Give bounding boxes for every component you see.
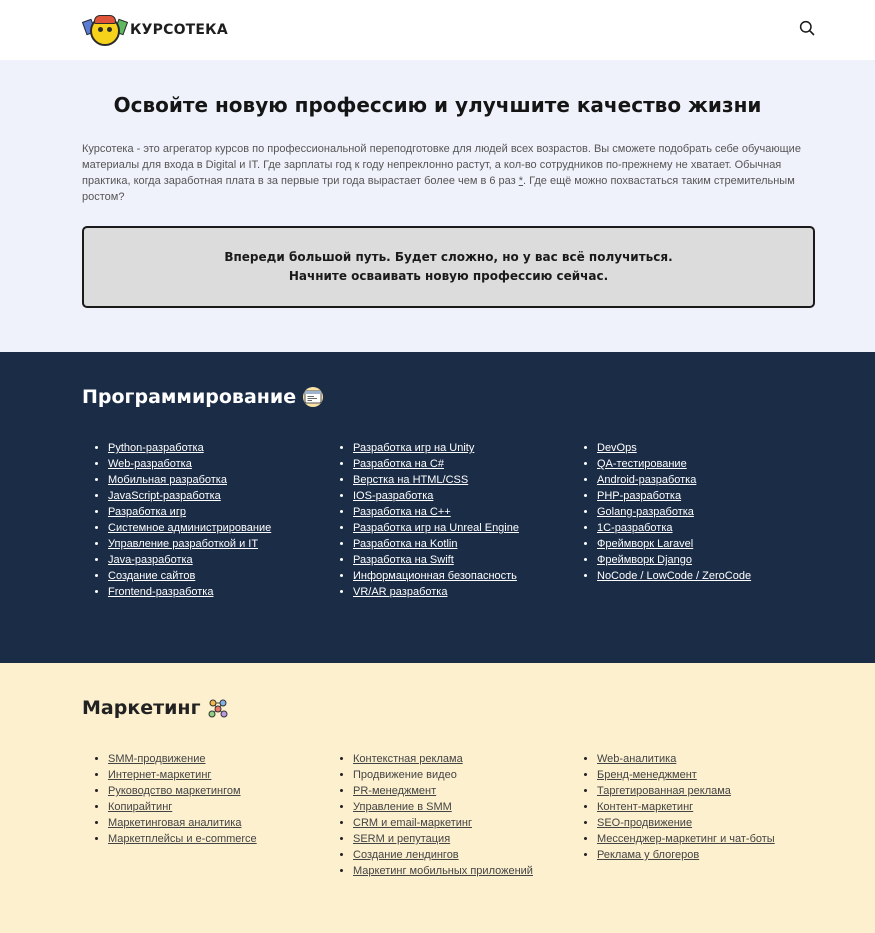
course-link[interactable]: Фреймворк Django <box>597 554 692 566</box>
course-link[interactable]: Контекстная реклама <box>353 753 463 765</box>
list-item <box>108 520 271 536</box>
list-item <box>353 568 519 584</box>
list-item <box>353 783 533 799</box>
programming-section <box>0 352 875 663</box>
course-link[interactable]: Разработка игр на Unreal Engine <box>353 522 519 534</box>
list-item <box>108 472 271 488</box>
list-item <box>353 799 533 815</box>
list-item <box>353 815 533 831</box>
list-item <box>597 783 775 799</box>
site-header <box>0 0 875 60</box>
list-item <box>108 552 271 568</box>
course-link[interactable]: Маркетинг мобильных приложений <box>353 865 533 877</box>
list-item <box>597 488 751 504</box>
list-item <box>108 568 271 584</box>
code-window-icon <box>302 386 324 408</box>
callout-line-1: Впереди большой путь. Будет сложно, но у вас всё получиться. <box>224 250 673 264</box>
list-item <box>353 863 533 879</box>
hero-section <box>0 60 875 352</box>
marketing-col-3 <box>571 751 775 863</box>
marketing-title: Маркетинг <box>82 697 201 719</box>
course-link[interactable]: Создание сайтов <box>108 570 196 582</box>
list-item <box>353 440 519 456</box>
course-link[interactable]: NoCode / LowCode / ZeroCode <box>597 570 752 582</box>
list-item <box>108 456 271 472</box>
search-icon[interactable] <box>799 20 815 36</box>
list-item <box>597 552 751 568</box>
course-link[interactable]: Мобильная разработка <box>108 474 227 486</box>
hero-text-after: . Где ещё можно похвастаться таким стремительным ростом? <box>82 175 795 203</box>
logo-mascot-icon <box>82 12 126 48</box>
course-link[interactable]: Руководство маркетингом <box>108 785 241 797</box>
programming-col-2 <box>327 440 519 600</box>
course-link[interactable]: PR-менеджмент <box>353 785 437 797</box>
course-link[interactable]: JavaScript-разработка <box>108 490 221 502</box>
course-link[interactable]: Golang-разработка <box>597 506 694 518</box>
list-item <box>353 472 519 488</box>
list-item <box>597 751 775 767</box>
callout-line-2: Начните осваивать новую профессию сейчас. <box>288 269 609 283</box>
list-item <box>353 584 519 600</box>
course-link[interactable]: Разработка на C++ <box>353 506 451 518</box>
course-link[interactable]: Мессенджер-маркетинг и чат-боты <box>597 833 775 845</box>
list-item <box>108 767 257 783</box>
list-item <box>353 831 533 847</box>
course-link[interactable]: Маркетинговая аналитика <box>108 817 242 829</box>
marketing-network-icon <box>207 697 229 719</box>
course-link[interactable]: Копирайтинг <box>108 801 173 813</box>
course-link[interactable]: Разработка игр <box>108 506 186 518</box>
programming-col-1 <box>82 440 271 600</box>
list-item <box>108 799 257 815</box>
course-link[interactable]: SERM и репутация <box>353 833 451 845</box>
course-link[interactable]: Интернет-маркетинг <box>108 769 212 781</box>
list-item <box>597 536 751 552</box>
logo-link[interactable] <box>82 10 228 50</box>
course-link[interactable]: Разработка на Swift <box>353 554 454 566</box>
programming-title: Программирование <box>82 386 297 408</box>
course-link[interactable]: Маркетплейсы и e-commerce <box>108 833 257 845</box>
list-item <box>597 520 751 536</box>
list-item <box>108 783 257 799</box>
marketing-section <box>0 663 875 933</box>
course-link[interactable]: Верстка на HTML/CSS <box>353 474 469 486</box>
course-link[interactable]: Создание лендингов <box>353 849 459 861</box>
list-item <box>597 456 751 472</box>
course-link[interactable]: Таргетированная реклама <box>597 785 731 797</box>
logo-text: КУРСОТЕКА <box>130 22 228 38</box>
hero-description <box>82 141 817 205</box>
list-item <box>108 815 257 831</box>
list-item <box>597 568 751 584</box>
course-link[interactable]: Web-разработка <box>108 458 192 470</box>
course-link[interactable]: Разработка на Kotlin <box>353 538 458 550</box>
list-item-text: Продвижение видео <box>353 769 457 781</box>
course-link[interactable]: Информационная безопасность <box>353 570 517 582</box>
list-item <box>597 831 775 847</box>
course-link[interactable]: IOS-разработка <box>353 490 434 502</box>
course-link[interactable]: Реклама у блогеров <box>597 849 700 861</box>
list-item <box>353 456 519 472</box>
list-item <box>353 751 533 767</box>
course-link[interactable]: 1С-разработка <box>597 522 673 534</box>
list-item <box>597 815 775 831</box>
course-link[interactable]: PHP-разработка <box>597 490 682 502</box>
course-link[interactable]: Системное администрирование <box>108 522 272 534</box>
course-link[interactable]: Контент-маркетинг <box>597 801 694 813</box>
list-item <box>353 552 519 568</box>
course-link[interactable]: Управление в SMM <box>353 801 452 813</box>
list-item <box>597 504 751 520</box>
course-link[interactable]: Разработка игр на Unity <box>353 442 475 454</box>
list-item <box>108 440 271 456</box>
marketing-col-2 <box>327 751 533 879</box>
hero-text-before: Курсотека - это агрегатор курсов по профессиональной переподготовке для людей всех возрастов. Вы сможете подобрать себе обучающие материалы для входа в Digital и IT. Где зарплаты год к году непреклонно растут, а кол-во сотрудников по-прежнему не хватает. Обычная практика, когда заработная плата в за первые три года вырастает более чем в 6 раз <box>82 143 801 187</box>
list-item <box>353 488 519 504</box>
list-item <box>353 504 519 520</box>
callout-box <box>82 226 815 308</box>
course-link[interactable]: SMM-продвижение <box>108 753 206 765</box>
list-item <box>108 488 271 504</box>
list-item <box>108 536 271 552</box>
list-item <box>353 536 519 552</box>
list-item <box>353 847 533 863</box>
course-link[interactable]: Python-разработка <box>108 442 204 454</box>
course-link[interactable]: VR/AR разработка <box>353 586 448 598</box>
list-item <box>108 831 257 847</box>
marketing-col-1 <box>82 751 257 847</box>
marketing-heading <box>82 697 229 719</box>
list-item <box>597 767 775 783</box>
programming-col-3 <box>571 440 751 584</box>
course-link[interactable]: Web-аналитика <box>597 753 677 765</box>
list-item <box>597 472 751 488</box>
list-item <box>597 799 775 815</box>
course-link[interactable]: CRM и email-маркетинг <box>353 817 473 829</box>
list-item <box>597 440 751 456</box>
hero-title: Освойте новую профессию и улучшите качество жизни <box>113 93 762 117</box>
course-link[interactable]: Java-разработка <box>108 554 193 566</box>
course-link[interactable]: QA-тестирование <box>597 458 687 470</box>
course-link[interactable]: Разработка на C# <box>353 458 444 470</box>
course-link[interactable]: SEO-продвижение <box>597 817 693 829</box>
list-item <box>108 584 271 600</box>
course-link[interactable]: Бренд-менеджмент <box>597 769 697 781</box>
course-link[interactable]: Фреймворк Laravel <box>597 538 694 550</box>
list-item <box>108 751 257 767</box>
course-link[interactable]: Управление разработкой и IT <box>108 538 259 550</box>
list-item <box>108 504 271 520</box>
course-link[interactable]: Frontend-разработка <box>108 586 214 598</box>
course-link[interactable]: Android-разработка <box>597 474 697 486</box>
list-item <box>353 520 519 536</box>
footnote-link[interactable]: * <box>518 175 524 187</box>
course-link[interactable]: DevOps <box>597 442 637 454</box>
list-item <box>597 847 775 863</box>
programming-heading <box>82 386 324 408</box>
list-item <box>353 767 533 783</box>
